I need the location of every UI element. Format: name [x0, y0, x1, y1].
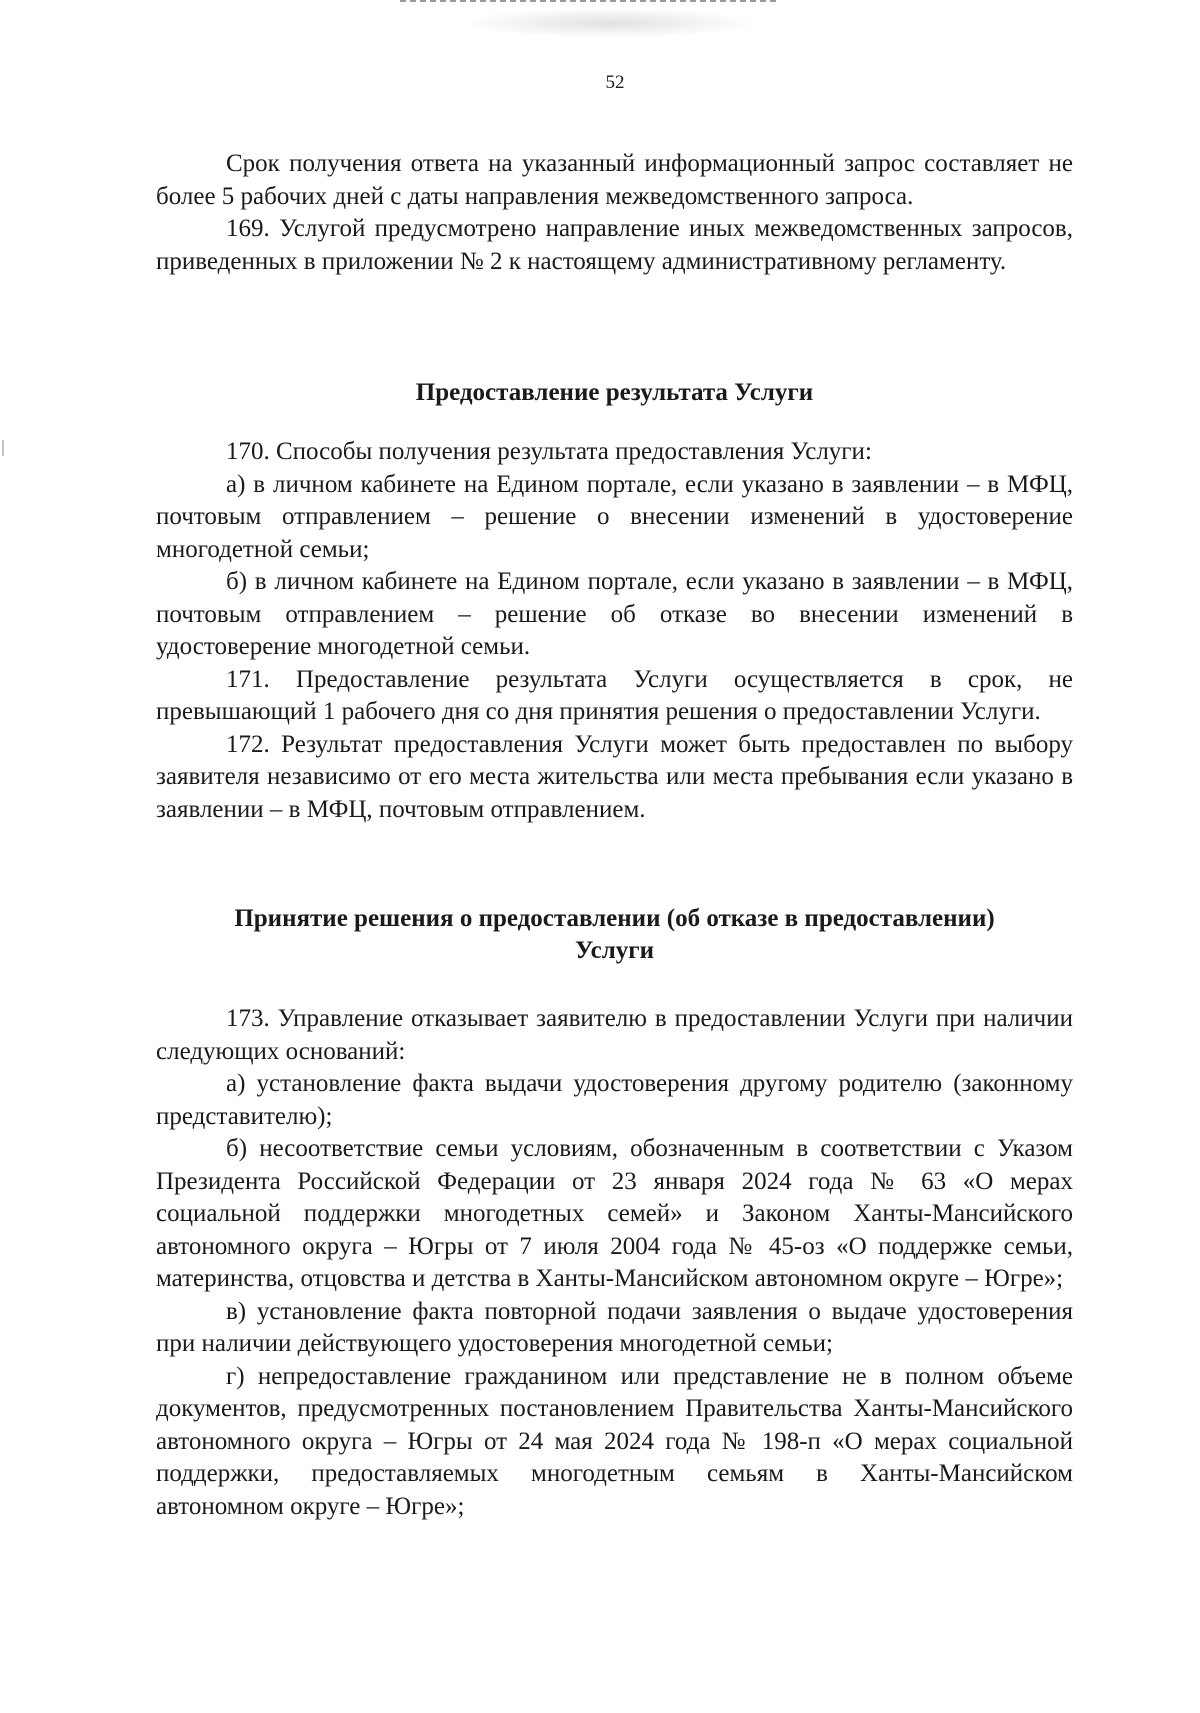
paragraph-171: 171. Предоставление результата Услуги осуществляется в срок, не превышающий 1 рабочего дня со дня принятия решения о предоставлении Услуги. [156, 665, 1073, 725]
scan-artifact-rule [400, 0, 780, 2]
paragraph-170-a: а) в личном кабинете на Едином портале, если указано в заявлении – в МФЦ, почтовым отправлением – решение о внесении изменений в удостоверение многодетной семьи; [156, 470, 1073, 563]
section-heading-decision-line-1: Принятие решения о предоставлении (об отказе в предоставлении) [234, 905, 995, 932]
text-block-3 [156, 1003, 1073, 1523]
page-number: 52 [605, 72, 625, 93]
section-heading-decision [156, 903, 1073, 967]
text-block-2 [156, 436, 1073, 826]
paragraph: Срок получения ответа на указанный информационный запрос составляет не более 5 рабочих дней с даты направления межведомственного запроса. [156, 150, 1073, 210]
paragraph-170: 170. Способы получения результата предоставления Услуги: [226, 438, 872, 465]
paragraph-173-g: г) непредоставление гражданином или представление не в полном объеме документов, предусмотренных постановлением Правительства Ханты-Мансийского автономного округа – Югры от 24 мая 2024 года № 198-п «О мерах социальной поддержки, предоставляемых многодетным семьям в Ханты-Мансийском автономном округе – Югре»; [156, 1362, 1073, 1520]
paragraph-173: 173. Управление отказывает заявителю в предоставлении Услуги при наличии следующих оснований: [156, 1005, 1073, 1065]
paragraph-170-b: б) в личном кабинете на Едином портале, если указано в заявлении – в МФЦ, почтовым отправлением – решение об отказе во внесении изменений в удостоверение многодетной семьи. [156, 568, 1073, 660]
paragraph-172: 172. Результат предоставления Услуги может быть предоставлен по выбору заявителя независимо от его места жительства или места пребывания если указано в заявлении – в МФЦ, почтовым отправлением. [156, 730, 1073, 823]
text-block-1 [156, 148, 1073, 278]
paragraph-173-a: а) установление факта выдачи удостоверения другому родителю (законному представителю); [156, 1070, 1073, 1130]
paragraph-173-v: в) установление факта повторной подачи заявления о выдаче удостоверения при наличии действующего удостоверения многодетной семьи; [156, 1297, 1073, 1357]
section-heading-result: Предоставление результата Услуги [415, 379, 814, 406]
section-heading-decision-line-2: Услуги [574, 937, 655, 964]
paragraph-173-b: б) несоответствие семьи условиям, обозначенным в соответствии с Указом Президента Российской Федерации от 23 января 2024 года № 63 «О мерах социальной поддержки многодетных семей» и Законом Ханты-Мансийского автономного округа – Югры от 7 июля 2004 года № 45-оз «О поддержке семьи, материнства, отцовства и детства в Ханты-Мансийском автономном округе – Югре»; [156, 1135, 1073, 1292]
scan-artifact-smudge [460, 8, 760, 38]
paragraph-169: 169. Услугой предусмотрено направление иных межведомственных запросов, приведенных в приложении № 2 к настоящему административному регламенту. [156, 215, 1073, 275]
scan-artifact-mark [2, 440, 4, 456]
